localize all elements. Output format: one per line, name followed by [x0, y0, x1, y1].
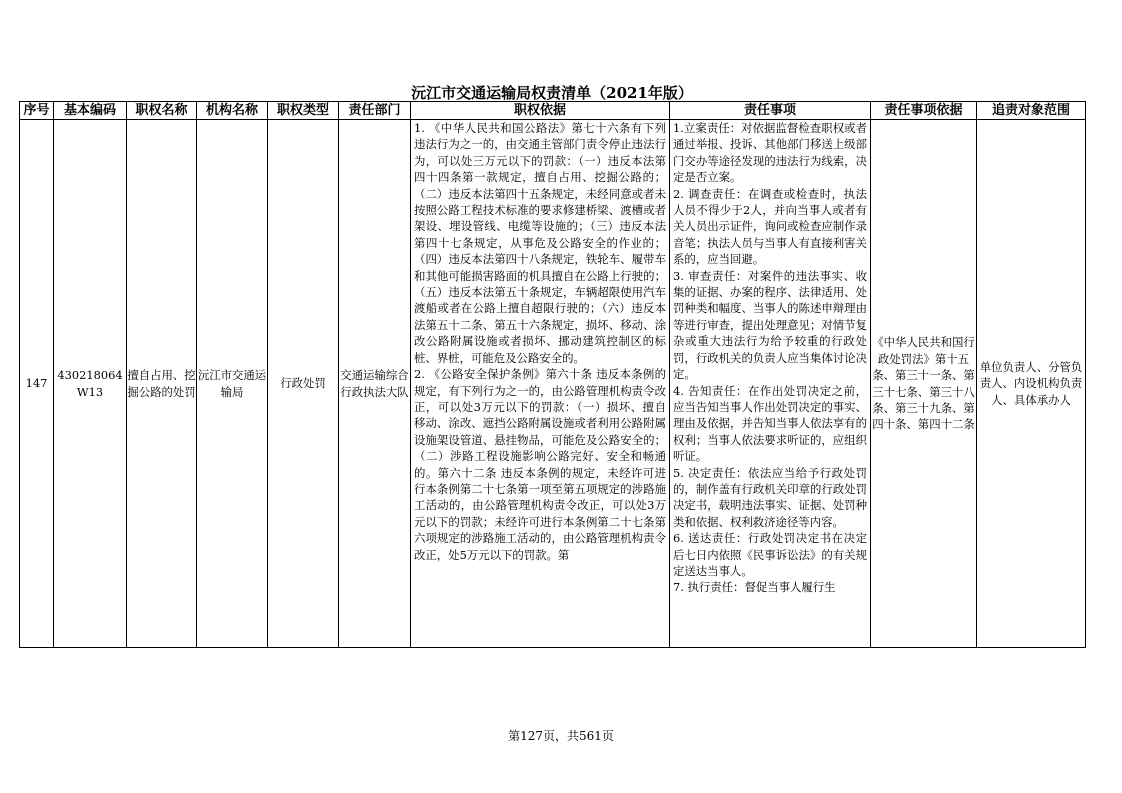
cell-accountability: 单位负责人、分管负责人、内设机构负责人、具体承办人: [977, 120, 1086, 648]
header-dept: 责任部门: [339, 102, 411, 120]
basis-paragraph-2: 2. 《公路安全保护条例》第六十条 违反本条例的规定，有下列行为之一的，由公路管理机构责令改正，可以处3万元以下的罚款：（一）损坏、擅自移动、涂改、遮挡公路附属设施或者利用公路附属设施架设管道、悬挂物品，可能危及公路安全的；（二）涉路工程设施影响公路完好、安全和畅通的。第六十二条 违反本条例的规定，未经许可进行本条例第二十七条第一项至第五项规定的涉路施工活动的，由公路管理机构责令改正，可以处3万元以下的罚款；未经许可进行本条例第二十七条第六项规定的涉路施工活动的，由公路管理机构责令改正，处5万元以下的罚款。第: [414, 367, 666, 562]
header-code: 基本编码: [54, 102, 127, 120]
header-basis: 职权依据: [411, 102, 670, 120]
duty-item-1: 1.立案责任：对依据监督检查职权或者通过举报、投诉、其他部门移送上级部门交办等途径发现的违法行为线索，决定是否立案。: [673, 121, 867, 185]
duty-item-3: 3. 审查责任：对案件的违法事实、收集的证据、办案的程序、法律适用、处罚种类和幅度、当事人的陈述申辩理由等进行审查，提出处理意见；对情节复杂或重大违法行为给予较重的行政处罚，行政机关的负责人应当集体讨论决定。: [673, 268, 867, 382]
power-list-table: [19, 101, 1086, 648]
duty-item-5: 5. 决定责任：依法应当给予行政处罚的，制作盖有行政机关印章的行政处罚决定书，载明违法事实、证据、处罚种类和依据、权利救济途径等内容。: [673, 465, 867, 529]
cell-power-name: 擅自占用、挖掘公路的处罚: [127, 120, 197, 648]
cell-code: 430218064W13: [54, 120, 127, 648]
cell-power-type: 行政处罚: [268, 120, 339, 648]
header-org-name: 机构名称: [197, 102, 268, 120]
header-accountability: 追责对象范围: [977, 102, 1086, 120]
header-duties: 责任事项: [670, 102, 871, 120]
duty-item-7: 7. 执行责任：督促当事人履行生: [673, 580, 836, 595]
cell-seq: 147: [20, 120, 54, 648]
duty-item-6: 6. 送达责任：行政处罚决定书在决定后七日内依照《民事诉讼法》的有关规定送达当事人。: [673, 531, 867, 578]
cell-duty-basis: 《中华人民共和国行政处罚法》第十五条、第三十一条、第三十七条、第三十八条、第三十九条、第四十条、第四十二条: [871, 120, 977, 648]
table-row: [20, 120, 1086, 648]
page-number: 第127页，共561页: [508, 729, 614, 743]
header-duty-basis: 责任事项依据: [871, 102, 977, 120]
document-title: 沅江市交通运输局权责清单（2021年版）: [411, 84, 693, 102]
cell-org-name: 沅江市交通运输局: [197, 120, 268, 648]
duty-item-2: 2. 调查责任：在调查或检查时，执法人员不得少于2人，并向当事人或者有关人员出示证件，询问或检查应制作录音笔；执法人员与当事人有直接利害关系的，应当回避。: [673, 186, 867, 267]
cell-dept: 交通运输综合行政执法大队: [339, 120, 411, 648]
duty-item-4: 4. 告知责任：在作出处罚决定之前，应当告知当事人作出处罚决定的事实、理由及依据，并告知当事人依法享有的权利；当事人依法要求听证的，应组织听证。: [673, 383, 867, 464]
header-power-type: 职权类型: [268, 102, 339, 120]
cell-duties: [670, 120, 871, 648]
header-seq: 序号: [20, 102, 54, 120]
cell-basis: [411, 120, 670, 648]
table-header-row: [20, 102, 1086, 120]
header-power-name: 职权名称: [127, 102, 197, 120]
basis-paragraph-1: 1. 《中华人民共和国公路法》第七十六条有下列违法行为之一的，由交通主管部门责令停止违法行为，可以处三万元以下的罚款：（一）违反本法第四十四条第一款规定，擅自占用、挖掘公路的；（二）违反本法第四十五条规定，未经同意或者未按照公路工程技术标准的要求修建桥梁、渡槽或者架设、埋设管线、电缆等设施的；（三）违反本法第四十七条规定，从事危及公路安全的作业的；（四）违反本法第四十八条规定，铁轮车、履带车和其他可能损害路面的机具擅自在公路上行驶的；（五）违反本法第五十条规定，车辆超限使用汽车渡船或者在公路上擅自超限行驶的；（六）违反本法第五十二条、第五十六条规定，损坏、移动、涂改公路附属设施或者损坏、挪动建筑控制区的标桩、界桩，可能危及公路安全的。: [414, 121, 666, 365]
